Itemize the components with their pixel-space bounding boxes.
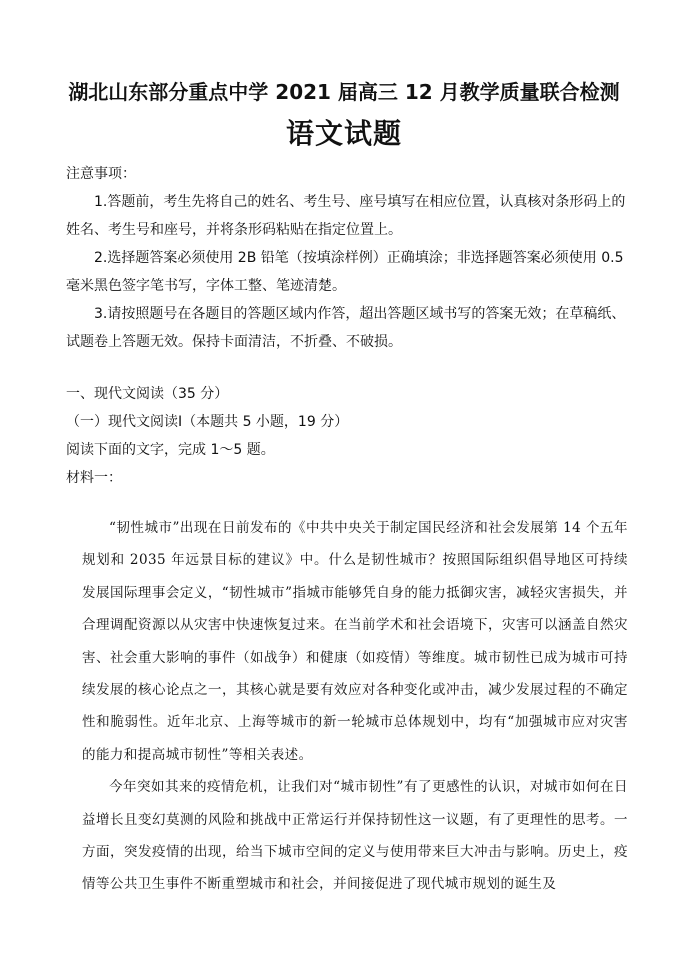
note-item-3: 3.请按照题号在各题目的答题区域内作答，超出答题区域书写的答案无效；在草稿纸、试题卷上答题无效。保持卡面清洁，不折叠、不破损。 xyxy=(66,306,626,350)
exam-title: 湖北山东部分重点中学 2021 届高三 12 月教学质量联合检测 xyxy=(68,80,620,104)
section-instruction: 阅读下面的文字，完成 1～5 题。 xyxy=(66,442,275,458)
note-item-1: 1.答题前，考生先将自己的姓名、考生号、座号填写在相应位置，认真核对条形码上的姓名、考生号和座号，并将条形码粘贴在指定位置上。 xyxy=(66,194,626,238)
notes-block xyxy=(66,160,626,356)
exam-subtitle: 语文试题 xyxy=(285,117,402,150)
section-subpart-heading: （一）现代文阅读Ⅰ（本题共 5 小题，19 分） xyxy=(66,414,349,430)
note-item-2: 2.选择题答案必须使用 2B 铅笔（按填涂样例）正确填涂；非选择题答案必须使用 0.5 毫米黑色签字笔书写，字体工整、笔迹清楚。 xyxy=(66,250,624,294)
section-block xyxy=(66,380,626,492)
material-label: 材料一： xyxy=(66,470,122,486)
article-paragraph-1: “韧性城市”出现在日前发布的《中共中央关于制定国民经济和社会发展第 14 个五年规划和 2035 年远景目标的建议》中。什么是韧性城市？按照国际组织倡导地区可持续发展国际理事会定义，“韧性城市”指城市能够凭自身的能力抵御灾害，减轻灾害损失，并合理调配资源以从灾害中快速恢复过来。在当前学术和社会语境下，灾害可以涵盖自然灾害、社会重大影响的事件（如战争）和健康（如疫情）等维度。城市韧性已成为城市可持续发展的核心论点之一，其核心就是要有效应对各种变化或冲击，减少发展过程的不确定性和脆弱性。近年北京、上海等城市的新一轮城市总体规划中，均有“加强城市应对灾害的能力和提高城市韧性”等相关表述。 xyxy=(82,520,628,763)
section-part-heading: 一、现代文阅读（35 分） xyxy=(66,386,229,402)
article-text xyxy=(82,512,628,901)
article-paragraph-2: 今年突如其来的疫情危机，让我们对“城市韧性”有了更感性的认识，对城市如何在日益增长且变幻莫测的风险和挑战中正常运行并保持韧性这一议题，有了更理性的思考。一方面，突发疫情的出现，给当下城市空间的定义与使用带来巨大冲击与影响。历史上，疫情等公共卫生事件不断重塑城市和社会，并间接促进了现代城市规划的诞生及 xyxy=(82,779,628,893)
notes-heading: 注意事项： xyxy=(66,166,136,182)
